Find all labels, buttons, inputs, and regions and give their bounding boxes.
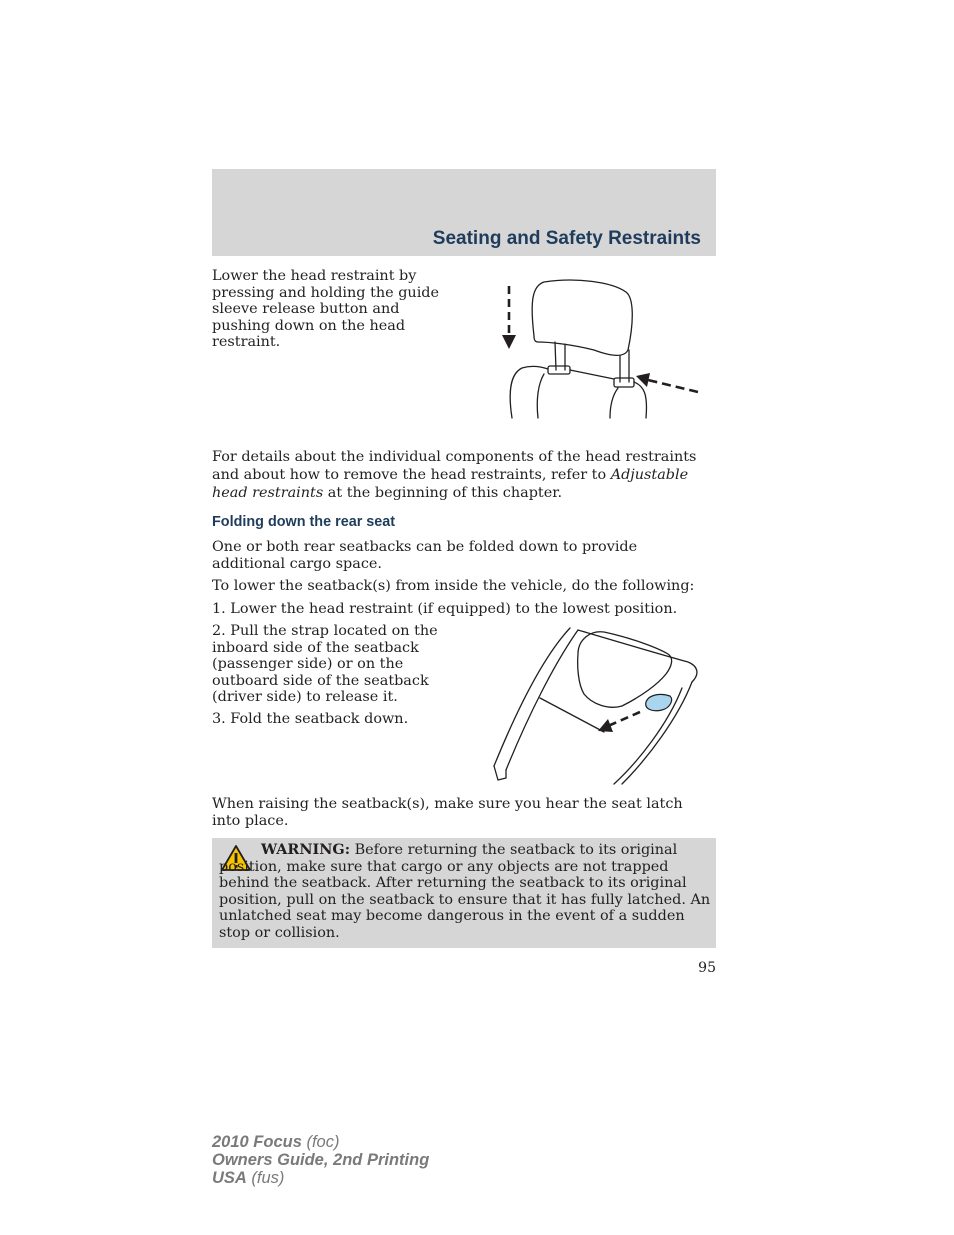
footer-market-line bbox=[212, 1169, 429, 1187]
footer-model: 2010 Focus bbox=[212, 1133, 302, 1151]
details-reference: Adjustable head restraints bbox=[212, 467, 689, 501]
section-title: Seating and Safety Restraints bbox=[432, 228, 701, 249]
footer-market-code: (fus) bbox=[246, 1169, 285, 1187]
footer-guide: Owners Guide, 2nd Printing bbox=[212, 1151, 430, 1169]
details-text-after: at the beginning of this chapter. bbox=[323, 485, 563, 501]
footer-model-line bbox=[212, 1133, 429, 1151]
raising-paragraph: When raising the seatback(s), make sure you hear the seat latch into place. bbox=[212, 796, 683, 829]
warning-text bbox=[219, 842, 711, 941]
footer-market: USA bbox=[212, 1169, 247, 1187]
head-restraint-illustration bbox=[498, 278, 704, 420]
section-header-band bbox=[212, 169, 716, 256]
footer bbox=[212, 1133, 429, 1187]
folding-para2: To lower the seatback(s) from inside the vehicle, do the following: bbox=[212, 578, 695, 594]
folding-step1: 1. Lower the head restraint (if equipped) to the lowest position. bbox=[212, 601, 678, 617]
folding-heading: Folding down the rear seat bbox=[212, 514, 396, 530]
details-paragraph bbox=[212, 448, 716, 502]
warning-box bbox=[212, 838, 716, 948]
page-number: 95 bbox=[698, 960, 716, 976]
seatback-illustration bbox=[492, 626, 702, 786]
footer-model-code: (foc) bbox=[301, 1133, 340, 1151]
folding-step3: 3. Fold the seatback down. bbox=[212, 711, 409, 727]
folding-step2: 2. Pull the strap located on the inboard side of the seatback (passenger side) or on the outboard side of the seatback (driver side) to release it. bbox=[212, 623, 438, 705]
warning-body: Before returning the seatback to its original position, make sure that cargo or any objects are not trapped behind the seatback. After returning the seatback to its original position, pull on the seatback to ensure that it has fully latched. An unlatched seat may become dangerous in the event of a sudden stop or collision. bbox=[219, 842, 711, 941]
details-text-before: For details about the individual components of the head restraints and about how to remove the head restraints, refer to bbox=[212, 449, 697, 483]
warning-label: WARNING: bbox=[261, 841, 351, 858]
lower-head-restraint-text: Lower the head restraint by pressing and holding the guide sleeve release button and pushing down on the head restraint. bbox=[212, 268, 440, 350]
folding-para1: One or both rear seatbacks can be folded down to provide additional cargo space. bbox=[212, 539, 638, 572]
footer-guide-line bbox=[212, 1151, 429, 1169]
